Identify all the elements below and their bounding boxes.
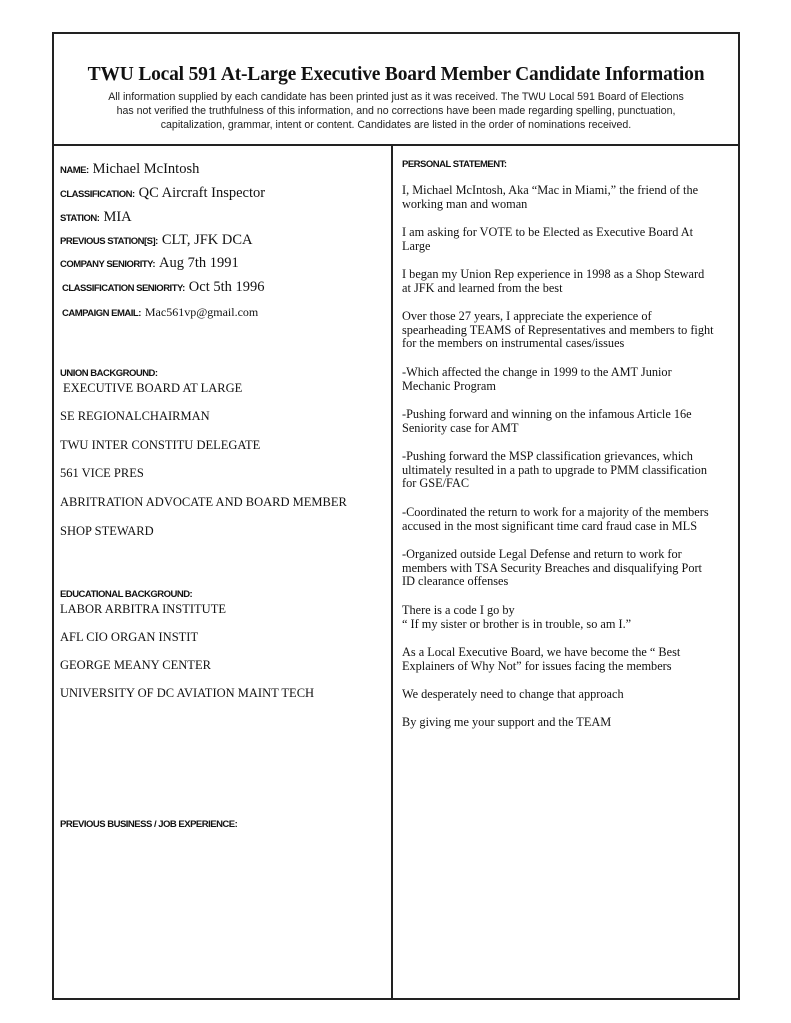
union-background-item: ABRITRATION ADVOCATE AND BOARD MEMBER xyxy=(60,495,347,509)
page-title: TWU Local 591 At-Large Executive Board Member Candidate Information xyxy=(87,64,705,85)
classification-field xyxy=(60,184,265,202)
educational-background-label: EDUCATIONAL BACKGROUND: xyxy=(60,589,193,600)
statement-line: Over those 27 years, I appreciate the experience of xyxy=(402,309,652,323)
classification-seniority-value: Oct 5th 1996 xyxy=(188,279,265,295)
statement-line: for the members on instrumental cases/issues xyxy=(402,336,625,350)
column-divider xyxy=(391,146,393,998)
statement-line: There is a code I go by xyxy=(402,603,515,617)
statement-line: -Pushing forward the MSP classification grievances, which xyxy=(402,449,693,463)
union-background-item: SHOP STEWARD xyxy=(60,524,154,538)
statement-paragraph xyxy=(402,408,740,435)
statement-line: -Which affected the change in 1999 to the AMT Junior xyxy=(402,365,672,379)
previous-stations-label: PREVIOUS STATION[S]: xyxy=(60,236,158,247)
statement-paragraph xyxy=(402,716,740,730)
statement-line: Seniority case for AMT xyxy=(402,420,519,435)
statement-line: I, Michael McIntosh, Aka “Mac in Miami,” the friend of the xyxy=(402,183,699,197)
station-label: STATION: xyxy=(60,213,100,224)
statement-line: spearheading TEAMS of Representatives and members to fight xyxy=(402,322,714,337)
station-field xyxy=(60,208,132,226)
statement-line: working man and woman xyxy=(402,196,528,211)
personal-statement-label: PERSONAL STATEMENT: xyxy=(402,159,507,170)
statement-line: ID clearance offenses xyxy=(402,574,509,588)
statement-paragraph xyxy=(402,604,740,631)
statement-line: I am asking for VOTE to be Elected as Executive Board At xyxy=(402,225,694,239)
statement-paragraph xyxy=(402,506,740,533)
statement-paragraph xyxy=(402,450,740,491)
statement-paragraph xyxy=(402,646,740,673)
statement-line: By giving me your support and the TEAM xyxy=(402,715,612,729)
statement-paragraph xyxy=(402,184,740,211)
company-seniority-label: COMPANY SENIORITY: xyxy=(60,259,155,270)
statement-paragraph xyxy=(402,226,740,253)
campaign-email-label: CAMPAIGN EMAIL: xyxy=(62,308,141,319)
statement-line: I began my Union Rep experience in 1998 as a Shop Steward xyxy=(402,267,705,281)
candidate-info-form xyxy=(52,32,740,1000)
statement-line: -Coordinated the return to work for a majority of the members xyxy=(402,505,709,519)
statement-line: accused in the most significant time card fraud case in MLS xyxy=(402,518,698,533)
statement-line: -Pushing forward and winning on the infamous Article 16e xyxy=(402,407,692,421)
company-seniority-field xyxy=(60,254,239,272)
union-background-label: UNION BACKGROUND: xyxy=(60,368,158,379)
classification-label: CLASSIFICATION: xyxy=(60,189,135,200)
name-label: NAME: xyxy=(60,165,89,176)
disclaimer-line: capitalization, grammar, intent or content. Candidates are listed in the order of nominations received. xyxy=(160,119,632,131)
campaign-email-value: Mac561vp@gmail.com xyxy=(144,305,259,319)
statement-line: We desperately need to change that approach xyxy=(402,687,624,701)
statement-line: Large xyxy=(402,238,431,253)
statement-paragraph xyxy=(402,268,740,295)
statement-line: -Organized outside Legal Defense and return to work for xyxy=(402,547,682,561)
form-header xyxy=(54,34,738,146)
name-field xyxy=(60,160,199,178)
disclaimer xyxy=(66,90,726,132)
statement-paragraph xyxy=(402,310,740,351)
statement-line: for GSE/FAC xyxy=(402,476,470,490)
name-value: Michael McIntosh xyxy=(92,161,200,177)
disclaimer-line: has not verified the truthfulness of this information, and no corrections have been made regarding spelling, punctuation, xyxy=(116,105,676,117)
classification-value: QC Aircraft Inspector xyxy=(138,185,266,201)
job-experience-label: PREVIOUS BUSINESS / JOB EXPERIENCE: xyxy=(60,819,238,830)
company-seniority-value: Aug 7th 1991 xyxy=(158,255,239,271)
union-background-item: TWU INTER CONSTITU DELEGATE xyxy=(60,438,261,452)
educational-background-item: GEORGE MEANY CENTER xyxy=(60,658,211,672)
union-background-item: 561 VICE PRES xyxy=(60,466,144,480)
educational-background-item: UNIVERSITY OF DC AVIATION MAINT TECH xyxy=(60,686,315,700)
disclaimer-line: All information supplied by each candidate has been printed just as it was received. The TWU Local 591 Board of Elections xyxy=(108,91,684,103)
personal-statement xyxy=(399,146,734,996)
previous-stations-value: CLT, JFK DCA xyxy=(161,232,253,248)
statement-line: “ If my sister or brother is in trouble, so am I.” xyxy=(402,616,632,631)
statement-paragraph xyxy=(402,548,740,589)
candidate-details xyxy=(60,146,386,996)
union-background-item: SE REGIONALCHAIRMAN xyxy=(60,409,210,423)
campaign-email-field xyxy=(62,303,258,321)
statement-line: Explainers of Why Not” for issues facing the members xyxy=(402,658,672,673)
educational-background-item: LABOR ARBITRA INSTITUTE xyxy=(60,602,226,616)
statement-paragraph xyxy=(402,688,740,702)
statement-paragraph xyxy=(402,366,740,393)
educational-background-item: AFL CIO ORGAN INSTIT xyxy=(60,630,199,644)
statement-line: Mechanic Program xyxy=(402,378,496,393)
station-value: MIA xyxy=(103,209,132,225)
union-background-item: EXECUTIVE BOARD AT LARGE xyxy=(63,381,243,395)
classification-seniority-label: CLASSIFICATION SENIORITY: xyxy=(62,283,185,294)
statement-line: members with TSA Security Breaches and disqualifying Port xyxy=(402,560,702,575)
classification-seniority-field xyxy=(62,278,265,296)
statement-line: at JFK and learned from the best xyxy=(402,280,563,295)
statement-line: ultimately resulted in a path to upgrade to PMM classification xyxy=(402,462,707,477)
previous-stations-field xyxy=(60,231,253,249)
statement-line: As a Local Executive Board, we have become the “ Best xyxy=(402,645,681,659)
